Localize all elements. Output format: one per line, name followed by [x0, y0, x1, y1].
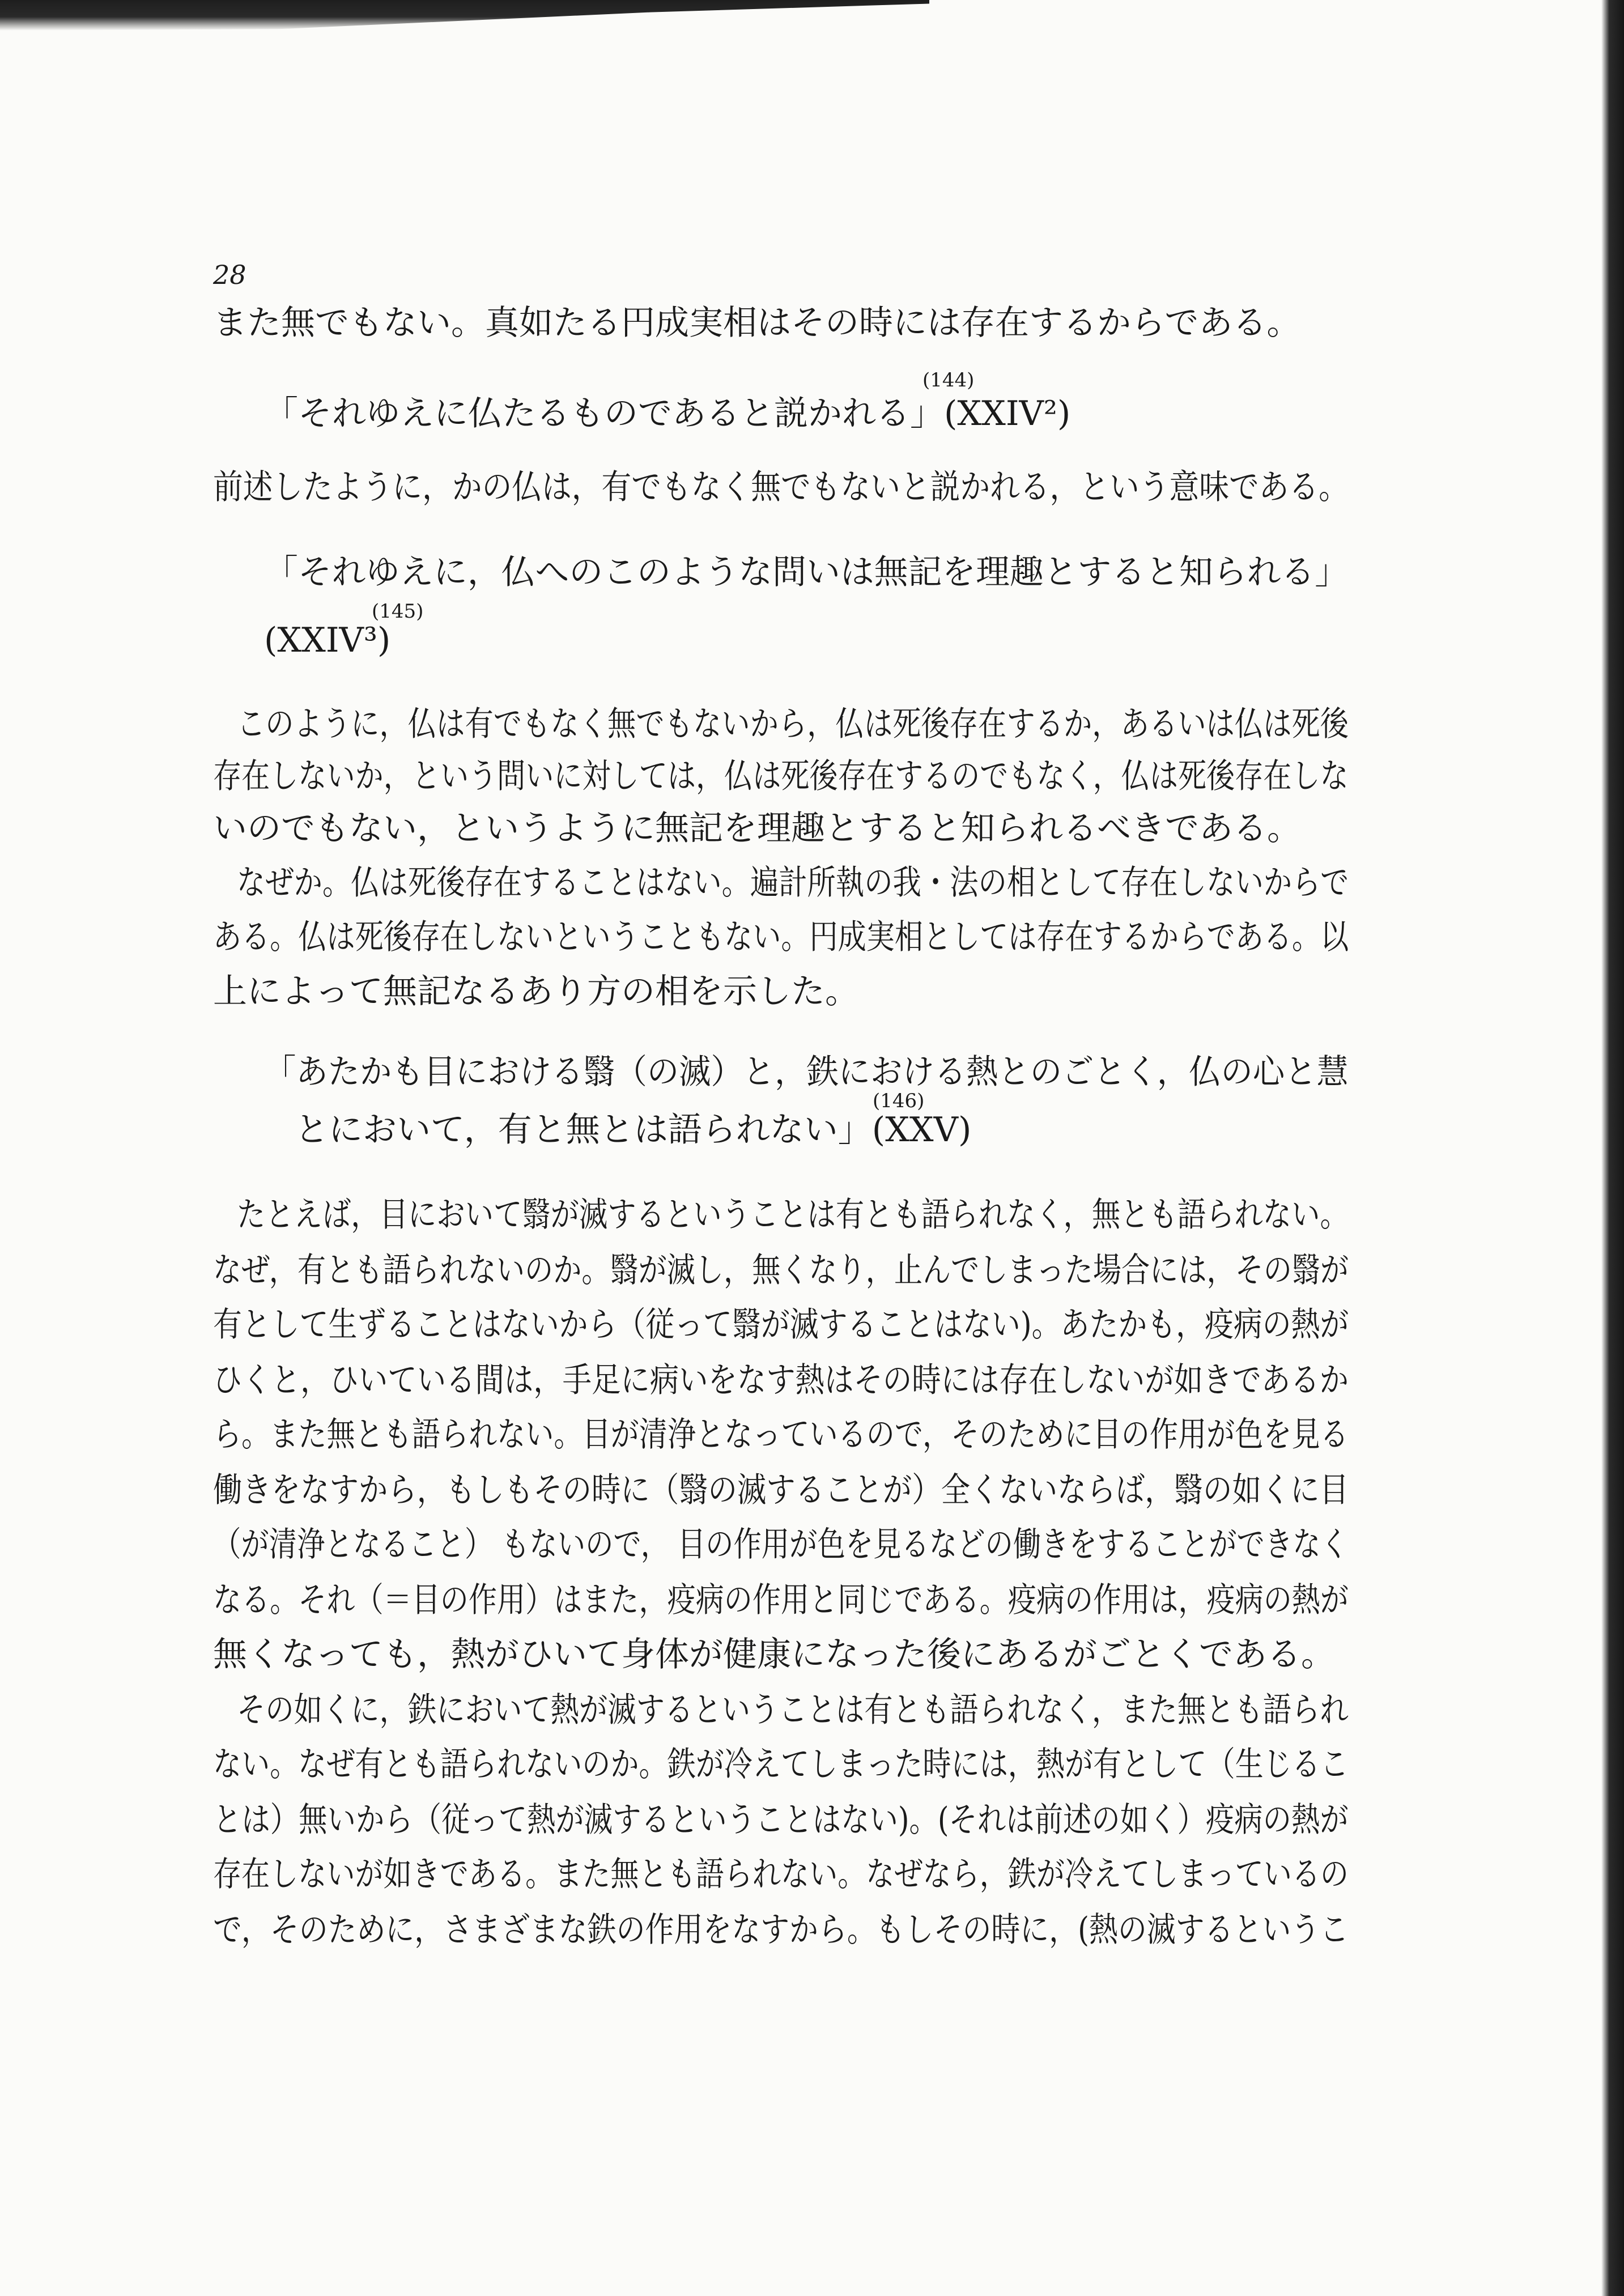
quote-line: (XXIV³)	[264, 620, 391, 660]
text-line: 働きをなすから，もしもその時に（翳の滅することが）全くないならば，翳の如くに目	[213, 1470, 1349, 1510]
text-line: 存在しないが如きである。また無とも語られない。なぜなら，鉄が冷えてしまっているの	[213, 1855, 1349, 1894]
text-line: 無くなっても，熱がひいて身体が健康になった後にあるがごとくである。	[213, 1635, 1335, 1674]
text-line: 存在しないか，という問いに対しては，仏は死後存在するのでもなく，仏は死後存在しな	[213, 756, 1349, 796]
text-line: なぜ，有とも語られないのか。翳が滅し，無くなり，止んでしまった場合には，その翳が	[213, 1251, 1349, 1290]
text-line: ひくと，ひいている間は，手足に病いをなす熱はその時には存在しないが如きであるか	[213, 1360, 1349, 1400]
quote-line: 「それゆえに，仏へのこのような問いは無記を理趣とすると知られる」	[264, 552, 1349, 592]
text-line: とは）無いから（従って熱が滅するということはない)。(それは前述の如く）疫病の熱が	[213, 1800, 1349, 1840]
text-line: このように，仏は有でもなく無でもないから，仏は死後存在するか，あるいは仏は死後	[237, 704, 1349, 744]
text-line: 上によって無記なるあり方の相を示した。	[213, 972, 859, 1011]
text-line: で，そのために，さまざまな鉄の作用をなすから。もしその時に，(熱の滅するというこ	[213, 1910, 1349, 1950]
footnote-ref: (145)	[372, 600, 424, 623]
footnote-ref: (146)	[873, 1090, 925, 1112]
text-line: たとえば，目において翳が滅するということは有とも語られなく，無とも語られない。	[237, 1195, 1349, 1235]
text-line: ある。仏は死後存在しないということもない。円成実相としては存在するからである。以	[213, 917, 1349, 957]
text-line: なぜか。仏は死後存在することはない。遍計所執の我・法の相として存在しないからで	[237, 863, 1349, 903]
text-line: ない。なぜ有とも語られないのか。鉄が冷えてしまった時には，熱が有として（生じるこ	[213, 1745, 1349, 1784]
text-line: ら。また無とも語られない。目が清浄となっているので，そのために目の作用が色を見る	[213, 1415, 1349, 1455]
page-number: 28	[213, 260, 246, 290]
scan-shadow-top	[0, 0, 929, 31]
text-line: 有として生ずることはないから（従って翳が滅することはない)。あたかも，疫病の熱が	[213, 1305, 1349, 1345]
text-line: いのでもない，というように無記を理趣とすると知られるべきである。	[213, 809, 1301, 848]
text-line: なる。それ（＝目の作用）はまた，疫病の作用と同じである。疫病の作用は，疫病の熱が	[213, 1580, 1349, 1620]
quote-line: 「あたかも目における翳（の滅）と，鉄における熱とのごとく，仏の心と慧	[264, 1052, 1349, 1092]
footnote-ref: (144)	[922, 369, 975, 392]
quote-line: とにおいて，有と無とは語られない」(XXV)	[295, 1110, 972, 1150]
text-line: （が清浄となること） もないので， 目の作用が色を見るなどの働きをすることができなく	[213, 1525, 1349, 1564]
text-line: また無でもない。真如たる円成実相はその時には存在するからである。	[213, 303, 1301, 343]
text-line: 前述したように，かの仏は，有でもなく無でもないと説かれる，という意味である。	[213, 467, 1349, 507]
scan-shadow-right	[1601, 0, 1624, 2296]
text-line: その如くに，鉄において熱が滅するということは有とも語られなく，また無とも語られ	[237, 1690, 1349, 1730]
quote-line: 「それゆえに仏たるものであると説かれる」(XXIV²)	[264, 394, 1071, 433]
